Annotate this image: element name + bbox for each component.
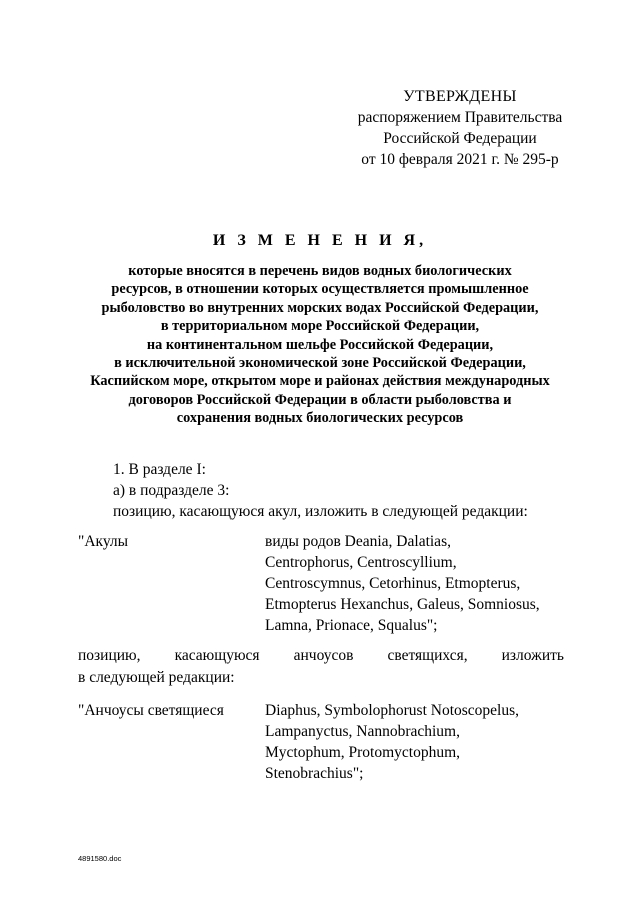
instruction-paragraph-continuation: в следующей редакции: — [78, 669, 235, 686]
subtitle-line: в исключительной экономической зоне Российской Федерации, — [114, 355, 526, 372]
approval-line: распоряжением Правительства — [357, 109, 563, 126]
subsection-paragraph: а) в подразделе 3: — [113, 482, 230, 499]
paragraph-word: позицию, — [78, 647, 141, 664]
entry-desc-line: Myctophum, Protomyctophum, — [265, 744, 461, 761]
instruction-paragraph-justified — [78, 645, 564, 667]
paragraph-word: анчоусов — [293, 647, 354, 664]
entry-desc-line: Diaphus, Symbolophorust Notoscopelus, — [265, 702, 520, 719]
entry-name-sharks: "Акулы — [78, 533, 129, 550]
file-reference-footer: 4891580.doc — [78, 854, 122, 863]
entry-description-sharks — [265, 531, 565, 636]
entry-name-lanternfish: "Анчоусы светящиеся — [78, 702, 224, 719]
entry-desc-line: Lamna, Prionace, Squalus"; — [265, 617, 438, 634]
entry-desc-line: Etmopterus Hexanchus, Galeus, Somniosus, — [265, 596, 540, 613]
instruction-paragraph: позицию, касающуюся акул, изложить в следующей редакции: — [113, 503, 528, 520]
subtitle-line: рыболовство во внутренних морских водах Российской Федерации, — [101, 299, 539, 316]
document-subtitle — [60, 262, 580, 428]
approval-stamp — [330, 86, 590, 170]
entry-desc-line: Lampanyctus, Nannobrachium, — [265, 723, 460, 740]
subtitle-line: договоров Российской Федерации в области рыболовства и — [128, 391, 512, 408]
paragraph-word: изложить — [501, 647, 564, 664]
paragraph-word: светящихся, — [387, 647, 468, 664]
paragraph-word: касающуюся — [174, 647, 260, 664]
entry-desc-line: Stenobrachius"; — [265, 765, 364, 782]
section-paragraph: 1. В разделе I: — [113, 461, 206, 478]
subtitle-line: которые вносятся в перечень видов водных биологических — [128, 263, 512, 279]
entry-desc-line: Centrophorus, Centroscyllium, — [265, 554, 457, 571]
subtitle-line: Каспийском море, открытом море и районах действия международных — [90, 373, 550, 390]
subtitle-line: сохранения водных биологических ресурсов — [176, 410, 464, 427]
subtitle-line: ресурсов, в отношении которых осуществляется промышленное — [111, 281, 529, 298]
approval-line: Российской Федерации — [383, 130, 537, 147]
entry-description-lanternfish — [265, 700, 565, 784]
entry-desc-line: виды родов Deania, Dalatias, — [265, 533, 451, 550]
document-heading: И З М Е Н Е Н И Я, — [212, 232, 428, 249]
approval-title: УТВЕРЖДЕНЫ — [403, 88, 517, 105]
subtitle-line: в территориальном море Российской Федерации, — [160, 318, 480, 335]
subtitle-line: на континентальном шельфе Российской Федерации, — [146, 336, 494, 353]
entry-desc-line: Centroscymnus, Cetorhinus, Etmopterus, — [265, 575, 521, 592]
approval-date-number: от 10 февраля 2021 г. № 295-р — [361, 151, 559, 168]
